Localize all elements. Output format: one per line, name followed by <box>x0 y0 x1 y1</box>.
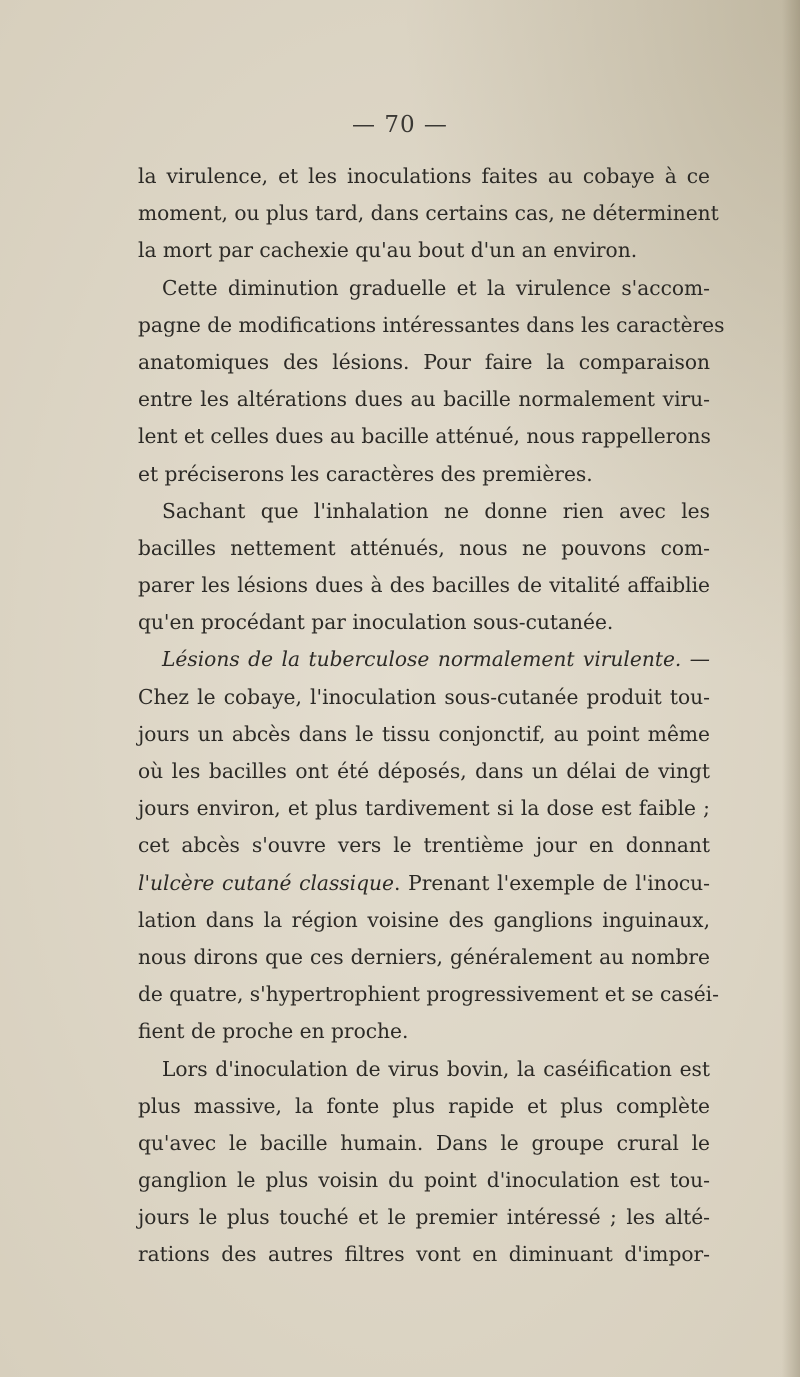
text-line: anatomiques des lésions. Pour faire la comparaison <box>138 349 710 374</box>
page-edge-shadow <box>782 0 800 1377</box>
text-segment: . Prenant l'exemple de l'inocu- <box>394 870 710 895</box>
body-text <box>138 158 725 1274</box>
text-line: jours environ, et plus tardivement si la dose est faible ; <box>138 796 710 821</box>
text-line: jours un abcès dans le tissu conjonctif, au point même <box>138 721 710 746</box>
text-line: où les bacilles ont été déposés, dans un délai de vingt <box>138 759 710 783</box>
text-line: cet abcès s'ouvre vers le trentième jour en donnant <box>138 833 710 858</box>
text-line: qu'avec le bacille humain. Dans le groupe crural le <box>138 1130 710 1155</box>
text-line: pagne de modifications intéressantes dans les caractères <box>138 312 725 337</box>
text-line: Cette diminution graduelle et la virulence s'accom- <box>162 275 710 300</box>
text-line: rations des autres filtres vont en diminuant d'impor- <box>138 1242 710 1267</box>
text-line: entre les altérations dues au bacille normalement viru- <box>138 387 710 412</box>
text-line: Chez le cobaye, l'inoculation sous-cutanée produit tou- <box>138 684 710 709</box>
text-line: moment, ou plus tard, dans certains cas, ne déterminent <box>138 201 719 226</box>
text-line: nous dirons que ces derniers, généralement au nombre <box>138 944 710 969</box>
text-line: Lors d'inoculation de virus bovin, la caséification est <box>162 1056 710 1081</box>
text-line-mixed <box>138 865 710 902</box>
text-line: bacilles nettement atténués, nous ne pouvons com- <box>138 535 710 560</box>
text-line: qu'en procédant par inoculation sous-cutanée. <box>138 610 614 635</box>
text-line: lent et celles dues au bacille atténué, nous rappellerons <box>138 424 711 449</box>
text-line: parer les lésions dues à des bacilles de vitalité affaiblie <box>138 573 710 598</box>
text-line: ganglion le plus voisin du point d'inoculation est tou- <box>138 1168 710 1193</box>
section-heading-line: Lésions de la tuberculose normalement virulente. — <box>162 647 710 672</box>
text-line: Sachant que l'inhalation ne donne rien avec les <box>162 498 710 523</box>
text-line: de quatre, s'hypertrophient progressivement et se caséi- <box>138 982 719 1007</box>
text-line: jours le plus touché et le premier intéressé ; les alté- <box>138 1205 710 1230</box>
text-line: et préciserons les caractères des premières. <box>138 461 593 486</box>
text-line: la mort par cachexie qu'au bout d'un an environ. <box>138 238 638 263</box>
text-line: lation dans la région voisine des ganglions inguinaux, <box>138 907 710 932</box>
text-line: plus massive, la fonte plus rapide et plus complète <box>138 1093 710 1118</box>
italic-term: l'ulcère cutané classique <box>138 870 394 895</box>
text-line: fient de proche en proche. <box>138 1019 409 1044</box>
text-line: la virulence, et les inoculations faites au cobaye à ce <box>138 164 710 188</box>
page-number: — 70 — <box>352 112 448 138</box>
